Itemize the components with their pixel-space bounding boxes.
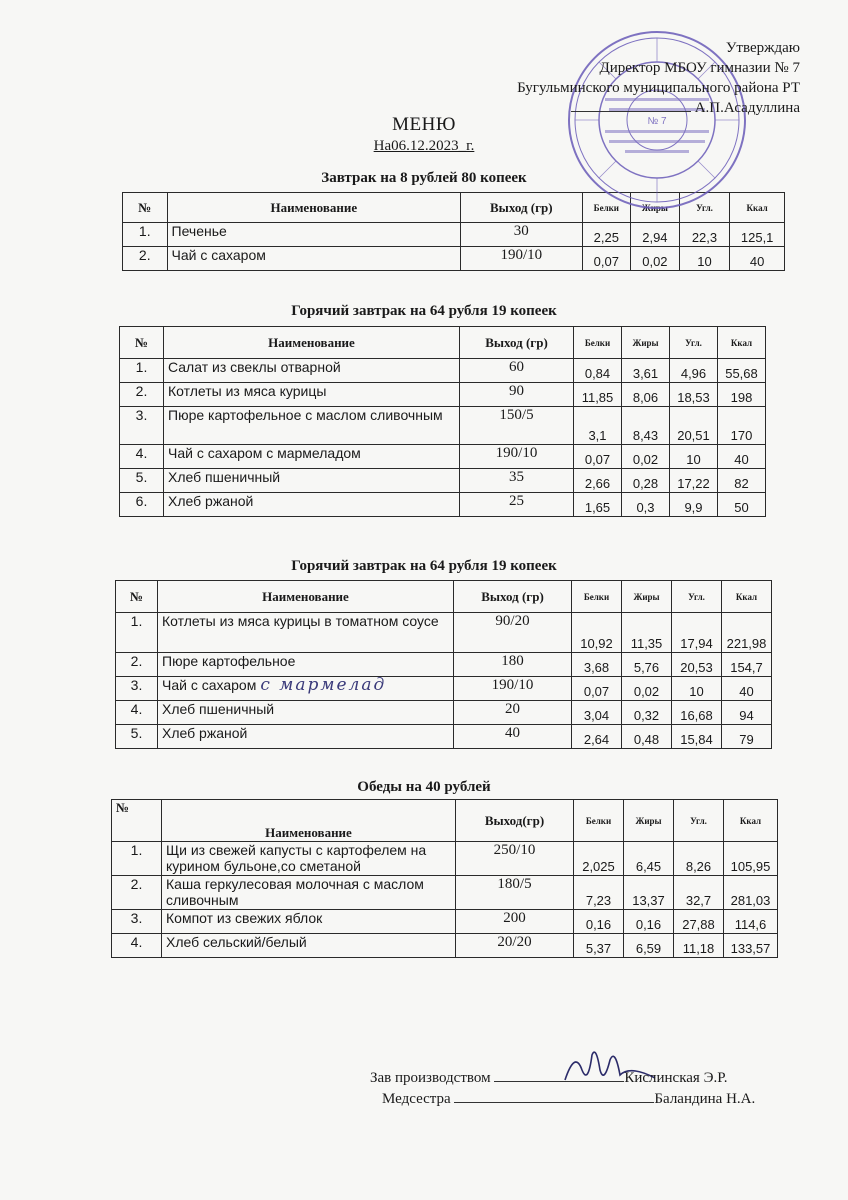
section-title: Горячий завтрак на 64 рубля 19 копеек <box>291 558 557 574</box>
page-title: МЕНЮ <box>392 114 456 135</box>
dish-carbs: 18,53 <box>670 383 718 407</box>
dish-carbs: 4,96 <box>670 359 718 383</box>
dish-carbs: 32,7 <box>674 876 724 910</box>
dish-protein: 3,1 <box>574 407 622 445</box>
row-number: 5. <box>116 725 158 749</box>
dish-name-cell <box>158 653 454 677</box>
dish-name-cell <box>164 383 460 407</box>
dish-protein: 3,04 <box>572 701 622 725</box>
dish-kcal: 133,57 <box>724 934 778 958</box>
dish-kcal: 40 <box>730 247 785 271</box>
dish-kcal: 55,68 <box>718 359 766 383</box>
dish-carbs: 20,53 <box>672 653 722 677</box>
dish-kcal: 125,1 <box>730 223 785 247</box>
menu-table <box>119 326 766 517</box>
dish-fat: 6,45 <box>624 842 674 876</box>
dish-kcal: 114,6 <box>724 910 778 934</box>
footer-role-2: Медсестра <box>382 1091 451 1107</box>
footer-role-1: Зав производством <box>370 1070 491 1086</box>
dish-kcal: 82 <box>718 469 766 493</box>
footer-name-1: Кислинская Э.Р. <box>624 1070 728 1086</box>
dish-name: Пюре картофельное <box>162 653 296 669</box>
signature-line <box>454 1102 654 1103</box>
row-number: 1. <box>112 842 162 876</box>
row-number: 4. <box>120 445 164 469</box>
dish-carbs: 10 <box>670 445 718 469</box>
dish-protein: 2,025 <box>574 842 624 876</box>
dish-fat: 2,94 <box>631 223 680 247</box>
dish-protein: 0,07 <box>574 445 622 469</box>
footer-row-2 <box>370 1089 755 1110</box>
approval-line-2: Директор МБОУ гимназии № 7 <box>599 60 800 76</box>
footer-row-1 <box>370 1068 755 1089</box>
row-number: 1. <box>116 613 158 653</box>
svg-text:№ 7: № 7 <box>647 116 667 127</box>
dish-carbs: 17,94 <box>672 613 722 653</box>
row-number: 2. <box>123 247 168 271</box>
header-num: № <box>120 327 164 359</box>
table-row <box>120 383 766 407</box>
dish-name-cell <box>158 677 454 701</box>
header-name: Наименование <box>164 327 460 359</box>
dish-name: Компот из свежих яблок <box>166 910 323 926</box>
dish-fat: 5,76 <box>622 653 672 677</box>
row-number: 2. <box>116 653 158 677</box>
dish-yield: 190/10 <box>454 677 572 701</box>
table-row <box>112 934 778 958</box>
dish-kcal: 94 <box>722 701 772 725</box>
header-num: № <box>112 800 162 842</box>
menu-date: На06.12.2023_г. <box>373 138 475 154</box>
dish-name: Хлеб пшеничный <box>168 469 281 485</box>
menu-table <box>111 799 778 958</box>
dish-protein: 0,84 <box>574 359 622 383</box>
dish-kcal: 154,7 <box>722 653 772 677</box>
dish-protein: 10,92 <box>572 613 622 653</box>
dish-fat: 0,32 <box>622 701 672 725</box>
table-row <box>123 247 785 271</box>
row-number: 3. <box>112 910 162 934</box>
footer-signatures <box>370 1068 755 1110</box>
dish-carbs: 8,26 <box>674 842 724 876</box>
table-header-row <box>120 327 766 359</box>
dish-yield: 150/5 <box>460 407 574 445</box>
row-number: 4. <box>112 934 162 958</box>
table-row <box>120 445 766 469</box>
dish-name: Хлеб пшеничный <box>162 701 275 717</box>
dish-name: Котлеты из мяса курицы <box>168 383 327 399</box>
approval-block <box>517 38 800 118</box>
header-carbs: Угл. <box>670 327 718 359</box>
header-num: № <box>116 581 158 613</box>
dish-kcal: 40 <box>722 677 772 701</box>
row-number: 4. <box>116 701 158 725</box>
dish-name-cell <box>164 407 460 445</box>
dish-protein: 0,07 <box>582 247 631 271</box>
dish-name: Щи из свежей капусты с картофелем на курином бульоне,со сметаной <box>166 842 427 874</box>
dish-name-cell <box>162 910 456 934</box>
dish-yield: 40 <box>454 725 572 749</box>
dish-protein: 7,23 <box>574 876 624 910</box>
handwritten-note: с мармелад <box>260 676 387 695</box>
dish-carbs: 9,9 <box>670 493 718 517</box>
row-number: 2. <box>120 383 164 407</box>
header-num: № <box>123 193 168 223</box>
dish-name-cell <box>158 701 454 725</box>
section-title: Горячий завтрак на 64 рубля 19 копеек <box>291 303 557 319</box>
dish-name-cell <box>158 725 454 749</box>
section-title: Завтрак на 8 рублей 80 копеек <box>321 170 527 186</box>
row-number: 5. <box>120 469 164 493</box>
header-name: Наименование <box>162 800 456 842</box>
dish-yield: 180/5 <box>456 876 574 910</box>
dish-name-cell <box>162 842 456 876</box>
dish-fat: 8,43 <box>622 407 670 445</box>
dish-kcal: 50 <box>718 493 766 517</box>
dish-yield: 60 <box>460 359 574 383</box>
dish-protein: 2,66 <box>574 469 622 493</box>
dish-name: Хлеб сельский/белый <box>166 934 307 950</box>
dish-fat: 0,02 <box>631 247 680 271</box>
header-protein: Белки <box>582 193 631 223</box>
dish-name: Хлеб ржаной <box>162 725 248 741</box>
table-row <box>116 701 772 725</box>
dish-name: Чай с сахаром с мармеладом <box>168 445 361 461</box>
dish-name: Котлеты из мяса курицы в томатном соусе <box>162 613 439 629</box>
section-title: Обеды на 40 рублей <box>357 779 491 795</box>
dish-fat: 0,48 <box>622 725 672 749</box>
dish-kcal: 170 <box>718 407 766 445</box>
dish-name-cell <box>158 613 454 653</box>
row-number: 6. <box>120 493 164 517</box>
header-kcal: Ккал <box>724 800 778 842</box>
header-fat: Жиры <box>622 327 670 359</box>
dish-yield: 90 <box>460 383 574 407</box>
dish-name: Чай с сахаром <box>162 677 257 693</box>
dish-protein: 11,85 <box>574 383 622 407</box>
row-number: 1. <box>120 359 164 383</box>
dish-carbs: 15,84 <box>672 725 722 749</box>
dish-protein: 5,37 <box>574 934 624 958</box>
dish-yield: 190/10 <box>460 445 574 469</box>
dish-name: Каша геркулесовая молочная с маслом сливочным <box>166 876 424 908</box>
table-header-row <box>116 581 772 613</box>
dish-kcal: 105,95 <box>724 842 778 876</box>
dish-fat: 11,35 <box>622 613 672 653</box>
header-name: Наименование <box>167 193 461 223</box>
dish-carbs: 22,3 <box>679 223 730 247</box>
dish-fat: 13,37 <box>624 876 674 910</box>
table-row <box>116 677 772 701</box>
header-fat: Жиры <box>624 800 674 842</box>
table-header-row <box>112 800 778 842</box>
dish-name-cell <box>162 876 456 910</box>
table-row <box>116 613 772 653</box>
approval-signature-line <box>571 111 691 112</box>
dish-yield: 250/10 <box>456 842 574 876</box>
director-name: А.П.Асадуллина <box>694 100 800 116</box>
header-protein: Белки <box>574 800 624 842</box>
table-row <box>116 653 772 677</box>
dish-protein: 0,07 <box>572 677 622 701</box>
dish-fat: 0,16 <box>624 910 674 934</box>
dish-yield: 90/20 <box>454 613 572 653</box>
dish-name-cell <box>164 493 460 517</box>
header-fat: Жиры <box>631 193 680 223</box>
row-number: 3. <box>116 677 158 701</box>
table-row <box>120 469 766 493</box>
footer-name-2: Баландина Н.А. <box>654 1091 756 1107</box>
table-row <box>112 876 778 910</box>
dish-name: Салат из свеклы отварной <box>168 359 341 375</box>
signature-line <box>494 1081 624 1082</box>
row-number: 3. <box>120 407 164 445</box>
dish-fat: 8,06 <box>622 383 670 407</box>
row-number: 2. <box>112 876 162 910</box>
dish-fat: 0,02 <box>622 677 672 701</box>
dish-kcal: 221,98 <box>722 613 772 653</box>
dish-yield: 200 <box>456 910 574 934</box>
table-row <box>112 910 778 934</box>
header-protein: Белки <box>574 327 622 359</box>
approval-line-3: Бугульминского муниципального района РТ <box>517 80 800 96</box>
header-carbs: Угл. <box>672 581 722 613</box>
dish-name-cell <box>167 223 461 247</box>
header-yield: Выход (гр) <box>460 327 574 359</box>
dish-carbs: 10 <box>672 677 722 701</box>
table-row <box>123 223 785 247</box>
header-carbs: Угл. <box>674 800 724 842</box>
dish-carbs: 10 <box>679 247 730 271</box>
row-number: 1. <box>123 223 168 247</box>
dish-yield: 35 <box>460 469 574 493</box>
dish-name: Чай с сахаром <box>171 247 266 263</box>
dish-yield: 20/20 <box>456 934 574 958</box>
dish-fat: 3,61 <box>622 359 670 383</box>
dish-protein: 2,25 <box>582 223 631 247</box>
dish-name-cell <box>164 445 460 469</box>
header-kcal: Ккал <box>718 327 766 359</box>
table-row <box>120 359 766 383</box>
dish-name-cell <box>164 469 460 493</box>
dish-fat: 0,02 <box>622 445 670 469</box>
table-row <box>120 493 766 517</box>
dish-yield: 25 <box>460 493 574 517</box>
dish-carbs: 27,88 <box>674 910 724 934</box>
dish-protein: 0,16 <box>574 910 624 934</box>
approval-line-1: Утверждаю <box>725 40 800 56</box>
dish-fat: 0,28 <box>622 469 670 493</box>
dish-kcal: 40 <box>718 445 766 469</box>
header-yield: Выход (гр) <box>454 581 572 613</box>
dish-protein: 1,65 <box>574 493 622 517</box>
dish-yield: 190/10 <box>461 247 582 271</box>
dish-carbs: 20,51 <box>670 407 718 445</box>
dish-yield: 30 <box>461 223 582 247</box>
dish-fat: 0,3 <box>622 493 670 517</box>
header-protein: Белки <box>572 581 622 613</box>
table-row <box>120 407 766 445</box>
dish-protein: 2,64 <box>572 725 622 749</box>
dish-carbs: 11,18 <box>674 934 724 958</box>
approval-line-4 <box>517 98 800 118</box>
header-yield: Выход(гр) <box>456 800 574 842</box>
header-kcal: Ккал <box>722 581 772 613</box>
dish-name: Хлеб ржаной <box>168 493 254 509</box>
dish-carbs: 16,68 <box>672 701 722 725</box>
dish-kcal: 79 <box>722 725 772 749</box>
dish-yield: 180 <box>454 653 572 677</box>
table-row <box>116 725 772 749</box>
dish-yield: 20 <box>454 701 572 725</box>
dish-name: Пюре картофельное с маслом сливочным <box>168 407 443 423</box>
dish-name-cell <box>164 359 460 383</box>
header-carbs: Угл. <box>679 193 730 223</box>
header-kcal: Ккал <box>730 193 785 223</box>
dish-name-cell <box>162 934 456 958</box>
dish-protein: 3,68 <box>572 653 622 677</box>
dish-name-cell <box>167 247 461 271</box>
dish-carbs: 17,22 <box>670 469 718 493</box>
header-yield: Выход (гр) <box>461 193 582 223</box>
header-fat: Жиры <box>622 581 672 613</box>
header-name: Наименование <box>158 581 454 613</box>
table-row <box>112 842 778 876</box>
dish-kcal: 198 <box>718 383 766 407</box>
dish-kcal: 281,03 <box>724 876 778 910</box>
menu-table <box>115 580 772 749</box>
dish-name: Печенье <box>171 223 227 239</box>
dish-fat: 6,59 <box>624 934 674 958</box>
